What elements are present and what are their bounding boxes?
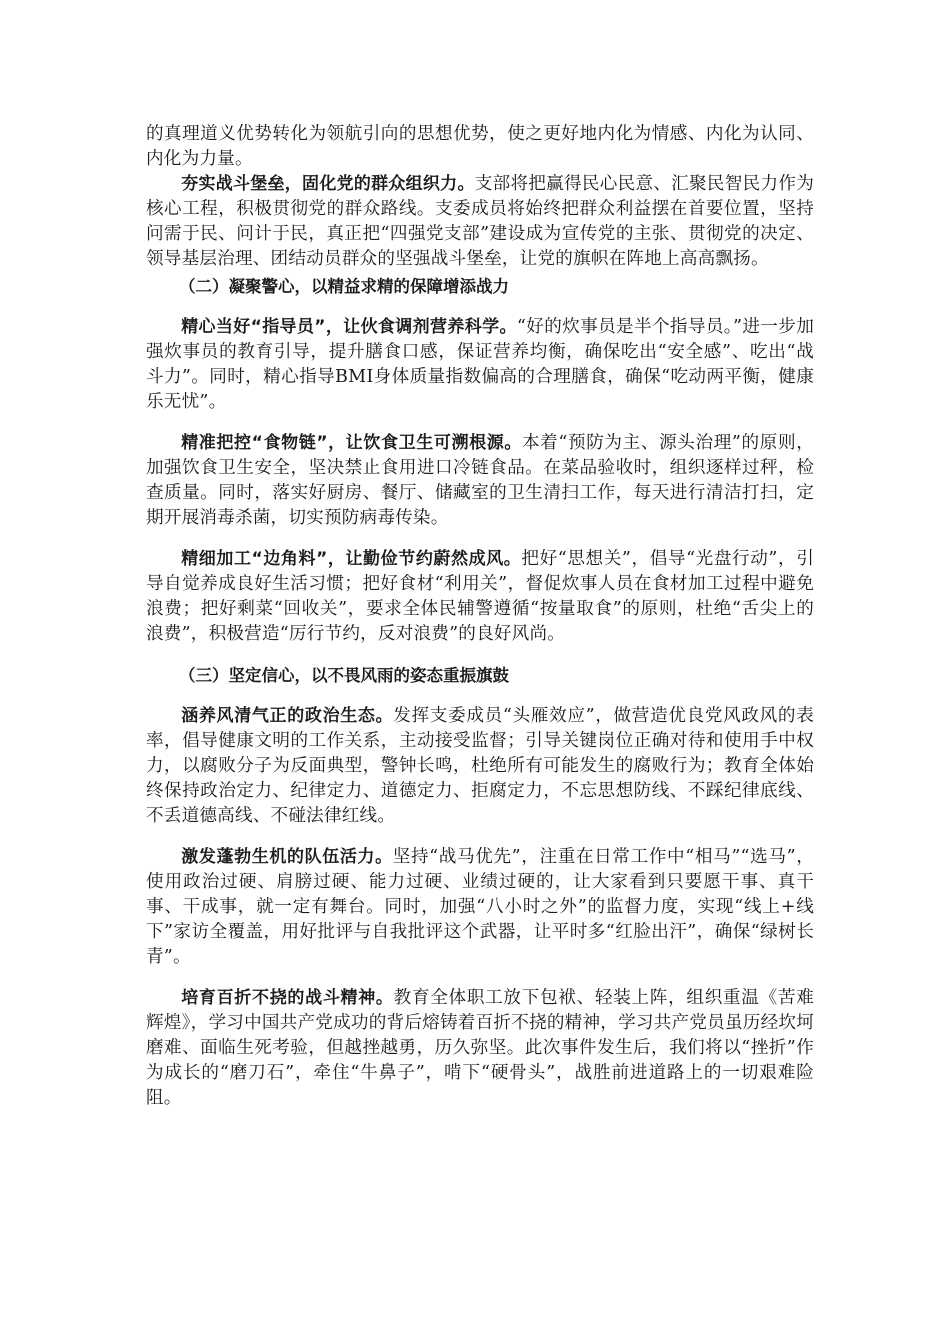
paragraph-fighting-spirit <box>146 986 814 1111</box>
paragraph-text: 教育全体职工放下包袱、轻装上阵，组织重温《苦难辉煌》，学习中国共产党成功的背后熔铸着百折不挠的精神，学习共产党员虽历经坎坷磨难、面临生死考验，但越挫越勇，历久弥坚。此次事件发生后，我们将以“挫折”作为成长的“磨刀石”，牵住“牛鼻子”，啃下“硬骨头”，战胜前进道路上的一切艰难险阻。 <box>146 988 814 1108</box>
paragraph-political-ecology <box>146 704 814 829</box>
paragraph-lead: 精心当好“指导员”，让伙食调剂营养科学。 <box>181 317 517 337</box>
section-heading-2: （二）凝聚警心，以精益求精的保障增添战力 <box>179 277 509 296</box>
section-heading-3: （三）坚定信心，以不畏风雨的姿态重振旗鼓 <box>179 666 509 685</box>
paragraph-continuation <box>146 122 814 172</box>
document-body <box>146 122 814 1127</box>
paragraph-team-vitality <box>146 845 814 970</box>
paragraph-instructor <box>146 315 814 415</box>
paragraph-text: 的真理道义优势转化为领航引向的思想优势，使之更好地内化为情感、内化为认同、内化为力量。 <box>146 124 814 169</box>
paragraph-food-chain <box>146 431 814 531</box>
paragraph-text: 发挥支委成员“头雁效应”，做营造优良党风政风的表率，倡导健康文明的工作关系，主动接受监督；引导关键岗位正确对待和使用手中权力，以腐败分子为反面典型，警钟长鸣，杜绝所有可能发生的腐败行为；教育全体始终保持政治定力、纪律定力、道德定力、拒腐定力，不忘思想防线、不踩纪律底线、不丢道德高线、不碰法律红线。 <box>146 706 814 826</box>
paragraph-lead: 激发蓬勃生机的队伍活力。 <box>181 847 393 867</box>
paragraph-text: 坚持“战马优先”，注重在日常工作中“相马”“选马”，使用政治过硬、肩膀过硬、能力过硬、业绩过硬的，让大家看到只要愿干事、真干事、干成事，就一定有舞台。同时，加强“八小时之外”的监督力度，实现“线上+线下”家访全覆盖，用好批评与自我批评这个武器，让平时多“红脸出汗”，确保“绿树长青”。 <box>146 847 815 967</box>
paragraph-lead: 精细加工“边角料”，让勤俭节约蔚然成风。 <box>181 549 522 569</box>
paragraph-text: 本着“预防为主、源头治理”的原则，加强饮食卫生安全，坚决禁止食用进口冷链食品。在菜品验收时，组织逐样过秤，检查质量。同时，落实好厨房、餐厅、储藏室的卫生清扫工作，每天进行清洁打扫，定期开展消毒杀菌，切实预防病毒传染。 <box>146 433 814 528</box>
paragraph-text: 支部将把赢得民心民意、汇聚民智民力作为核心工程，积极贯彻党的群众路线。支委成员将始终把群众利益摆在首要位置，坚持问需于民、问计于民，真正把“四强党支部”建设成为宣传党的主张、贯彻党的决定、领导基层治理、团结动员群众的坚强战斗堡垒，让党的旗帜在阵地上高高飘扬。 <box>146 174 814 269</box>
paragraph-lead: 精准把控“食物链”，让饮食卫生可溯根源。 <box>181 433 522 453</box>
paragraph-frugality <box>146 547 814 647</box>
paragraph-fortress <box>146 172 814 272</box>
paragraph-text: “好的炊事员是半个指导员。”进一步加强炊事员的教育引导，提升膳食口感，保证营养均衡，确保吃出“安全感”、吃出“战斗力”。同时，精心指导BMI身体质量指数偏高的合理膳食，确保“吃动两平衡，健康乐无忧”。 <box>146 317 814 412</box>
paragraph-lead: 涵养风清气正的政治生态。 <box>181 706 394 726</box>
paragraph-lead: 培育百折不挠的战斗精神。 <box>181 988 394 1008</box>
paragraph-text: 把好“思想关”，倡导“光盘行动”，引导自觉养成良好生活习惯；把好食材“利用关”，督促炊事人员在食材加工过程中避免浪费；把好剩菜“回收关”，要求全体民辅警遵循“按量取食”的原则，杜绝“舌尖上的浪费”，积极营造“厉行节约，反对浪费”的良好风尚。 <box>146 549 814 644</box>
paragraph-lead: 夯实战斗堡垒，固化党的群众组织力。 <box>181 174 475 194</box>
